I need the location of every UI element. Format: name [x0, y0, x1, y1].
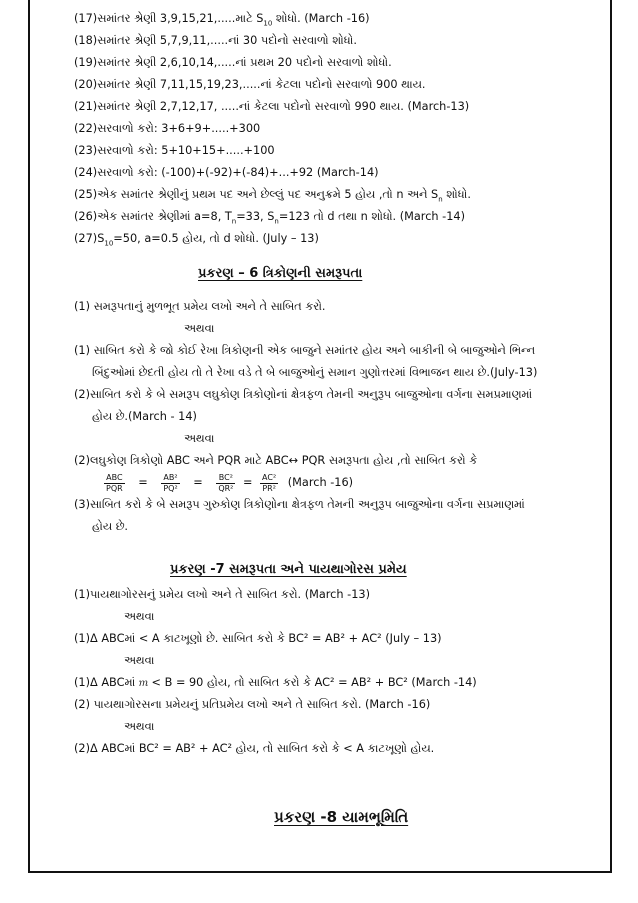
ch6-ratio-equation: $\frac{\text{ABC}}{\text{PQR}}$ = $\frac{\text{AB²}}{\text{PQ²}}$ = $\frac{\text{BC²}}{\text{QR²}}$ = $\frac{\text{AC²}}{\text{PR²}}$ (March -16)	[106, 472, 354, 493]
fraction-ab: $\frac{\text{AB²}}{\text{PQ²}}$	[163, 472, 178, 493]
ch6-q3-line1: (3)સાબિત કરો કે બે સમરૂપ ગુરુકોણ ત્રિકોણોના ક્ષેત્રફળ તેમની અનુરૂપ બાજુઓના વર્ગના સપ્રમાણમાં	[74, 498, 525, 511]
ch6-q2-line2: હોય છે.(March - 14)	[92, 410, 197, 423]
ch6-q1: (1) સમરૂપતાનું મુળભૂત પ્રમેય લખો અને તે સાબિત કરો.	[74, 300, 326, 313]
exercise-26: (26)એક સમાંતર શ્રેણીમાં a=8, $T_n=33$, $S_n=123$ તો d તથા n શોધો. (March -14)	[74, 210, 466, 226]
ch7-or-3: અથવા	[124, 720, 155, 733]
ch7-q1b: (1)Δ ABCમાં < A કાટખૂણો છે. સાબિત કરો કે BC² = AB² + AC² (July – 13)	[74, 632, 442, 645]
exercise-25: (25)એક સમાંતર શ્રેણીનું પ્રથમ પદ અને છેલ્લું પદ અનુક્રમે 5 હોય ,તો n અને $S_n$ શોધો.	[74, 188, 471, 204]
exercise-17: (17)સમાંતર શ્રેણી 3,9,15,21,.....માટે $S_{10}$ શોધો. (March -16)	[74, 12, 370, 28]
chapter-8-title: પ્રકરણ -8 યામભૂમિતિ	[274, 808, 409, 826]
fraction-bc: $\frac{\text{BC²}}{\text{QR²}}$	[218, 472, 234, 493]
chapter-7-title: પ્રકરણ -7 સમરૂપતા અને પાયથાગોરસ પ્રમેય	[170, 562, 407, 577]
ch7-q1: (1)પાયથાગોરસનું પ્રમેય લખો અને તે સાબિત કરો. (March -13)	[74, 588, 370, 601]
ch6-q1b-line2: બિંદુઓમાં છેદતી હોય તો તે રેખા વડે તે બે બાજુઓનું સમાન ગુણોત્તરમાં વિભાજન થાય છે.(July-13)	[92, 366, 538, 379]
exercise-23: (23)સરવાળો કરો: 5+10+15+.....+100	[74, 144, 275, 157]
ch6-q1b-line1: (1) સાબિત કરો કે જો કોઈ રેખા ત્રિકોણની એક બાજુને સમાંતર હોય અને બાકીની બે બાજુઓને ભિન્ન	[74, 344, 536, 357]
exercise-20: (20)સમાંતર શ્રેણી 7,11,15,19,23,.....નાં કેટલા પદોનો સરવાળો 900 થાય.	[74, 78, 426, 91]
ch6-q2-line1: (2)સાબિત કરો કે બે સમરૂપ લઘુકોણ ત્રિકોણોનાં ક્ષેત્રફળ તેમની અનુરૂપ બાજુઓના વર્ગના સમપ્રમાણમાં	[74, 388, 533, 401]
fraction-area: $\frac{\text{ABC}}{\text{PQR}}$	[106, 472, 123, 493]
ch7-q2b: (2)Δ ABCમાં BC² = AB² + AC² હોય, તો સાબિત કરો કે < A કાટખૂણો હોય.	[74, 742, 435, 755]
ch6-or-1: અથવા	[184, 322, 215, 335]
fraction-ac: $\frac{\text{AC²}}{\text{PR²}}$	[262, 472, 277, 493]
exercise-27: $(27)S_{10}=50$, a=0.5 હોય, તો d શોધો. (July – 13)	[74, 232, 319, 248]
chapter-6-title: પ્રકરણ – 6 ત્રિકોણની સમરૂપતા	[198, 266, 363, 281]
ch7-q2: (2) પાયથાગોરસના પ્રમેયનું પ્રતિપ્રમેય લખો અને તે સાબિત કરો. (March -16)	[74, 698, 431, 711]
ch6-q2b: (2)લઘુકોણ ત્રિકોણો ABC અને PQR માટે ABC↔ PQR સમરૂપતા હોય ,તો સાબિત કરો કે	[74, 454, 478, 467]
exercise-22: (22)સરવાળો કરો: 3+6+9+.....+300	[74, 122, 261, 135]
ch6-or-2: અથવા	[184, 432, 215, 445]
exercise-24: (24)સરવાળો કરો: (-100)+(-92)+(-84)+...+92 (March-14)	[74, 166, 379, 179]
ch7-or-1: અથવા	[124, 610, 155, 623]
ch7-or-2: અથવા	[124, 654, 155, 667]
exercise-18: (18)સમાંતર શ્રેણી 5,7,9,11,.....નાં 30 પદોનો સરવાળો શોધો.	[74, 34, 357, 47]
ch7-q1c: (1)Δ ABCમાં 𝑚 < B = 90 હોય, તો સાબિત કરો કે AC² = AB² + BC² (March -14)	[74, 676, 477, 689]
exercise-19: (19)સમાંતર શ્રેણી 2,6,10,14,.....નાં પ્રથમ 20 પદોનો સરવાળો શોધો.	[74, 56, 392, 69]
ch6-q3-line2: હોય છે.	[92, 520, 129, 533]
exercise-21: (21)સમાંતર શ્રેણી 2,7,12,17, .....નાં કેટલા પદોનો સરવાળો 990 થાય. (March-13)	[74, 100, 470, 113]
